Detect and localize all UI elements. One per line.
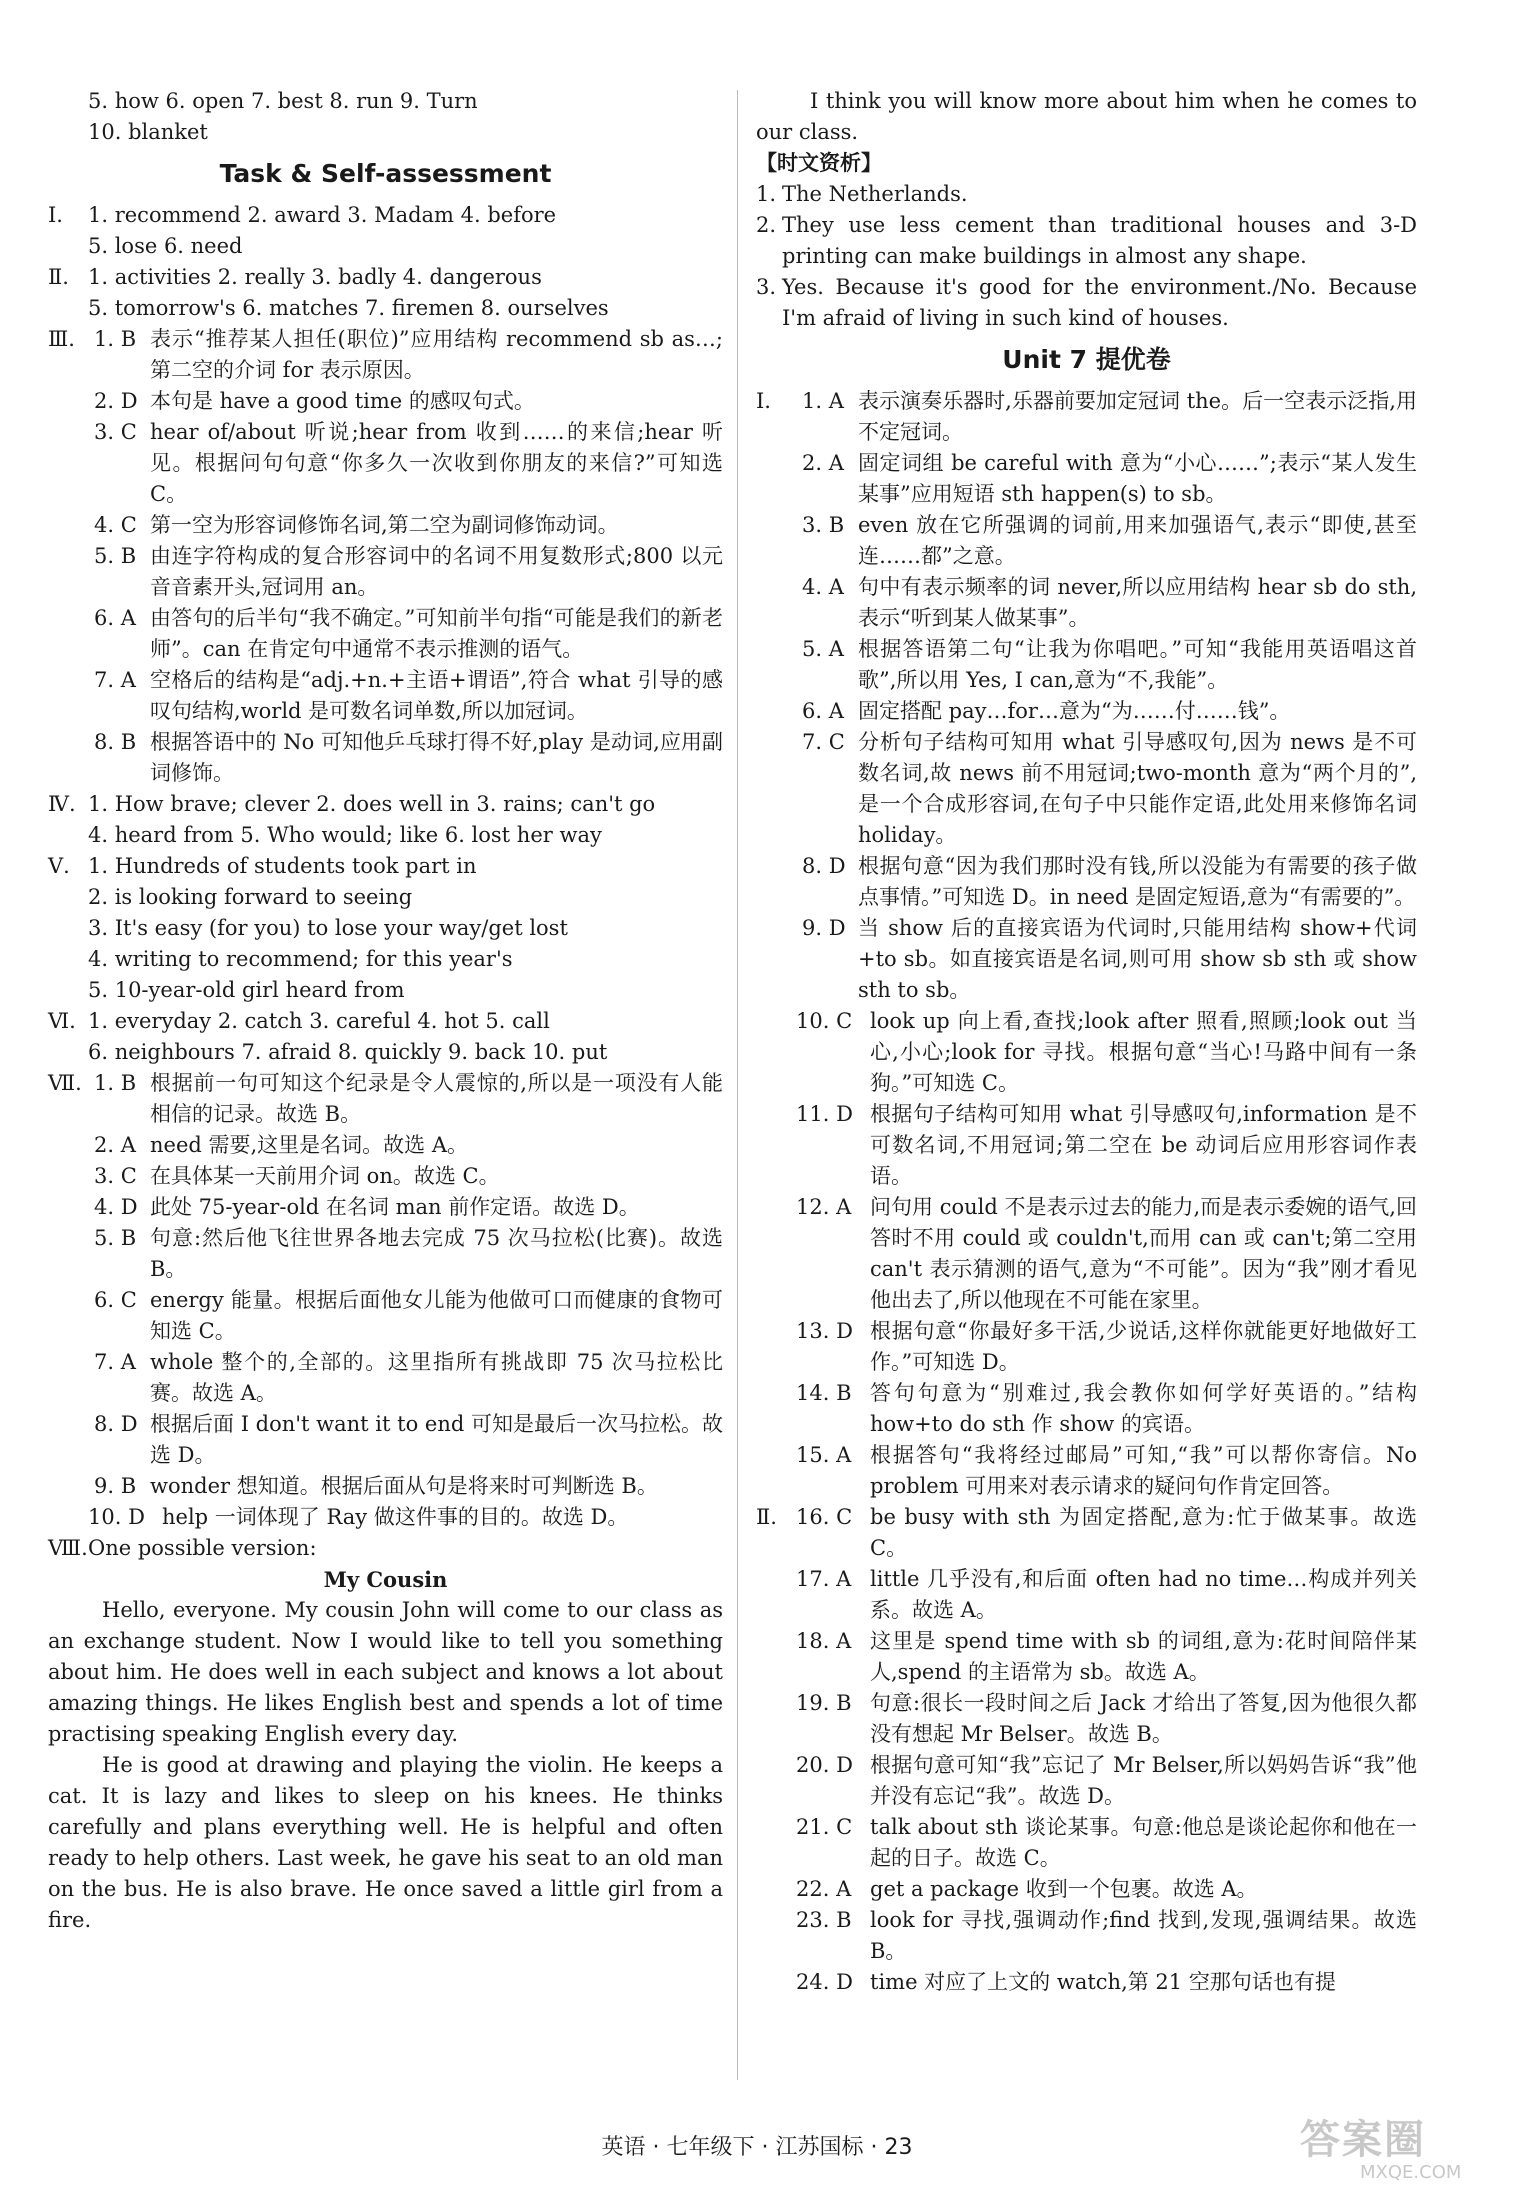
item-number: 9. B: [94, 1474, 137, 1498]
item-answer: They use less cement than traditional houses and 3-D printing can make buildings in almost any shape.: [782, 213, 1417, 268]
item-number: 10. C: [796, 1009, 853, 1033]
item-number: 4. D: [94, 1195, 138, 1219]
unit7-section-1: [756, 386, 1417, 1502]
item-number: 21. C: [796, 1815, 853, 1839]
section-1: [48, 200, 723, 262]
item-number: 12. A: [796, 1195, 852, 1219]
item-number: 9. D: [802, 916, 846, 940]
section-5: [48, 851, 723, 1006]
item-explanation: 表示演奏乐器时,乐器前要加定冠词 the。后一空表示泛指,用不定冠词。: [858, 389, 1417, 444]
item-explanation: 答句句意为“别难过,我会教你如何学好英语的。”结构 how+to do sth 作 show 的宾语。: [870, 1381, 1417, 1436]
column-divider: [737, 90, 738, 2080]
item-number: 1. B: [94, 327, 137, 351]
item-number: 3. C: [94, 1164, 137, 1188]
watermark-logo: [1300, 2118, 1490, 2190]
item-number: 3.: [756, 275, 777, 299]
item-number: 8. D: [94, 1412, 138, 1436]
item-number: 5. A: [802, 637, 844, 661]
page-footer: 英语 · 七年级下 · 江苏国标 · 23: [601, 2135, 913, 2160]
item-explanation: 本句是 have a good time 的感叹句式。: [150, 389, 535, 413]
answer-line: 1. everyday 2. catch 3. careful 4. hot 5. call: [88, 1009, 550, 1033]
item-answer: The Netherlands.: [782, 182, 968, 206]
item-explanation: 根据句意“你最好多干活,少说话,这样你就能更好地做好工作。”可知选 D。: [870, 1319, 1417, 1374]
item-explanation: 根据句子结构可知用 what 引导感叹句,information 是不可数名词,不用冠词;第二空在 be 动词后应用形容词作表语。: [870, 1102, 1417, 1188]
answer-line: 5. tomorrow's 6. matches 7. firemen 8. ourselves: [88, 296, 609, 320]
item-explanation: 由连字符构成的复合形容词中的名词不用复数形式;800 以元音音素开头,冠词用 an。: [150, 544, 723, 599]
roman-numeral: Ⅴ.: [48, 854, 70, 878]
item-explanation: 当 show 后的直接宾语为代词时,只能用结构 show+代词+to sb。如直接宾语是名词,则可用 show sb sth 或 show sth to sb。: [858, 916, 1417, 1002]
item-explanation: 这里是 spend time with sb 的词组,意为:花时间陪伴某人,spend 的主语常为 sb。故选 A。: [870, 1629, 1417, 1684]
item-number: 10. D: [88, 1505, 145, 1529]
item-explanation: 根据前一句可知这个纪录是令人震惊的,所以是一项没有人能相信的记录。故选 B。: [150, 1071, 723, 1126]
item-number: 2.: [756, 213, 777, 237]
item-number: 19. B: [796, 1691, 852, 1715]
item-number: 5. B: [94, 544, 137, 568]
item-explanation: wonder 想知道。根据后面从句是将来时可判断选 B。: [150, 1474, 658, 1498]
item-explanation: 根据后面 I don't want it to end 可知是最后一次马拉松。故选 D。: [150, 1412, 723, 1467]
item-explanation: even 放在它所强调的词前,用来加强语气,表示“即使,甚至连……都”之意。: [858, 513, 1417, 568]
left-column: [48, 86, 723, 1936]
item-number: 16. C: [796, 1505, 853, 1529]
section-heading: Task & Self-assessment: [219, 159, 552, 188]
item-number: 22. A: [796, 1877, 852, 1901]
item-explanation: 第一空为形容词修饰名词,第二空为副词修饰动词。: [150, 513, 619, 537]
item-number: 7. A: [94, 668, 136, 692]
section-3: [48, 324, 723, 789]
item-explanation: 固定搭配 pay…for…意为“为……付……钱”。: [858, 699, 1291, 723]
roman-numeral: Ⅰ.: [756, 389, 771, 413]
answer-line: 10. blanket: [88, 120, 208, 144]
item-answer: Yes. Because it's good for the environment./No. Because I'm afraid of living in such kind of houses.: [782, 275, 1417, 330]
item-explanation: 固定词组 be careful with 意为“小心……”;表示“某人发生某事”应用短语 sth happen(s) to sb。: [858, 451, 1417, 506]
section-2: [48, 262, 723, 324]
item-explanation: time 对应了上文的 watch,第 21 空那句话也有提: [870, 1970, 1336, 1994]
essay-title: My Cousin: [323, 1567, 448, 1592]
section-6: [48, 1006, 723, 1068]
item-number: 2. A: [802, 451, 844, 475]
item-number: 18. A: [796, 1629, 852, 1653]
answer-line: 5. 10-year-old girl heard from: [88, 978, 405, 1002]
answer-line: 1. recommend 2. award 3. Madam 4. before: [88, 203, 557, 227]
item-number: 24. D: [796, 1970, 853, 1994]
item-explanation: help 一词体现了 Ray 做这件事的目的。故选 D。: [162, 1505, 629, 1529]
roman-numeral: Ⅶ.: [48, 1071, 82, 1095]
item-explanation: 在具体某一天前用介词 on。故选 C。: [150, 1164, 500, 1188]
item-number: 8. D: [802, 854, 846, 878]
item-explanation: 分析句子结构可知用 what 引导感叹句,因为 news 是不可数名词,故 news 前不用冠词;two-month 意为“两个月的”,是一个合成形容词,在句子中只能作定语,此处用来修饰名词 holiday。: [858, 730, 1417, 847]
item-explanation: 句意:然后他飞往世界各地去完成 75 次马拉松(比赛)。故选 B。: [150, 1226, 723, 1281]
item-explanation: be busy with sth 为固定搭配,意为:忙于做某事。故选 C。: [870, 1505, 1417, 1560]
item-number: 6. C: [94, 1288, 137, 1312]
answer-line: 4. heard from 5. Who would; like 6. lost her way: [88, 823, 602, 847]
item-number: 7. A: [94, 1350, 136, 1374]
item-explanation: look up 向上看,查找;look after 照看,照顾;look out 当心,小心;look for 寻找。根据句意“当心!马路中间有一条狗。”可知选 C。: [870, 1009, 1417, 1095]
roman-numeral: Ⅲ.: [48, 327, 75, 351]
item-explanation: 此处 75-year-old 在名词 man 前作定语。故选 D。: [150, 1195, 640, 1219]
item-explanation: 空格后的结构是“adj.+n.+主语+谓语”,符合 what 引导的感叹句结构,world 是可数名词单数,所以加冠词。: [150, 668, 723, 723]
essay-paragraph: I think you will know more about him when he comes to our class.: [756, 89, 1417, 144]
roman-numeral: Ⅷ.: [48, 1536, 88, 1560]
essay-intro: One possible version:: [88, 1536, 317, 1560]
roman-numeral: Ⅵ.: [48, 1009, 76, 1033]
section-8: [48, 1533, 723, 1936]
item-number: 13. D: [796, 1319, 853, 1343]
item-number: 17. A: [796, 1567, 852, 1591]
answer-line: 4. writing to recommend; for this year's: [88, 947, 513, 971]
item-number: 6. A: [802, 699, 844, 723]
item-explanation: 表示“推荐某人担任(职位)”应用结构 recommend sb as…;第二空的介词 for 表示原因。: [150, 327, 723, 382]
item-explanation: little 几乎没有,和后面 often had no time…构成并列关系。故选 A。: [870, 1567, 1417, 1622]
item-explanation: 问句用 could 不是表示过去的能力,而是表示委婉的语气,回答时不用 could 或 couldn't,而用 can 或 can't;第二空用 can't 表示猜测的语气,意为“不可能”。因为“我”刚才看见他出去了,所以他现在不可能在家里。: [870, 1195, 1417, 1312]
item-explanation: 由答句的后半句“我不确定。”可知前半句指“可能是我们的新老师”。can 在肯定句中通常不表示推测的语气。: [150, 606, 723, 661]
answer-line: 5. how 6. open 7. best 8. run 9. Turn: [88, 89, 478, 113]
item-number: 15. A: [796, 1443, 852, 1467]
roman-numeral: Ⅱ.: [48, 265, 69, 289]
item-explanation: 句意:很长一段时间之后 Jack 才给出了答复,因为他很久都没有想起 Mr Belser。故选 B。: [870, 1691, 1417, 1746]
watermark-url: MXQE.COM: [1360, 2162, 1462, 2183]
item-number: 7. C: [802, 730, 845, 754]
right-column: [756, 86, 1417, 1998]
item-number: 14. B: [796, 1381, 852, 1405]
item-number: 5. B: [94, 1226, 137, 1250]
item-number: 1. A: [802, 389, 844, 413]
item-number: 1.: [756, 182, 777, 206]
roman-numeral: Ⅱ.: [756, 1505, 777, 1529]
item-number: 4. C: [94, 513, 137, 537]
item-number: 1. B: [94, 1071, 137, 1095]
item-explanation: 根据句意“因为我们那时没有钱,所以没能为有需要的孩子做点事情。”可知选 D。in need 是固定短语,意为“有需要的”。: [858, 854, 1417, 909]
item-explanation: talk about sth 谈论某事。句意:他总是谈论起你和他在一起的日子。故选 C。: [870, 1815, 1417, 1870]
section-7: [48, 1068, 723, 1533]
item-explanation: 根据答语中的 No 可知他乒乓球打得不好,play 是动词,应用副词修饰。: [150, 730, 723, 785]
item-number: 4. A: [802, 575, 844, 599]
watermark-text: 答案圈: [1300, 2117, 1426, 2163]
item-explanation: whole 整个的,全部的。这里指所有挑战即 75 次马拉松比赛。故选 A。: [150, 1350, 723, 1405]
essay-paragraph: Hello, everyone. My cousin John will come to our class as an exchange student. Now I would like to tell you something about him. He does well in each subject and knows a lot about amazing things. He likes English best and spends a lot of time practising speaking English every day.: [48, 1598, 723, 1746]
item-explanation: look for 寻找,强调动作;find 找到,发现,强调结果。故选 B。: [870, 1908, 1417, 1963]
item-explanation: 根据答语第二句“让我为你唱吧。”可知“我能用英语唱这首歌”,所以用 Yes, I can,意为“不,我能”。: [858, 637, 1417, 692]
roman-numeral: Ⅳ.: [48, 792, 76, 816]
answer-line: 3. It's easy (for you) to lose your way/get lost: [88, 916, 568, 940]
item-number: 2. D: [94, 389, 138, 413]
item-number: 6. A: [94, 606, 136, 630]
roman-numeral: Ⅰ.: [48, 203, 63, 227]
item-number: 3. B: [802, 513, 845, 537]
item-number: 20. D: [796, 1753, 853, 1777]
answer-line: 5. lose 6. need: [88, 234, 243, 258]
item-number: 11. D: [796, 1102, 853, 1126]
item-explanation: need 需要,这里是名词。故选 A。: [150, 1133, 469, 1157]
item-number: 2. A: [94, 1133, 136, 1157]
item-number: 3. C: [94, 420, 137, 444]
item-number: 8. B: [94, 730, 137, 754]
item-explanation: get a package 收到一个包裹。故选 A。: [870, 1877, 1258, 1901]
section-tag: 【时文资析】: [756, 151, 882, 175]
item-explanation: 根据句意可知“我”忘记了 Mr Belser,所以妈妈告诉“我”他并没有忘记“我”。故选 D。: [870, 1753, 1417, 1808]
answer-line: 6. neighbours 7. afraid 8. quickly 9. back 10. put: [88, 1040, 608, 1064]
item-explanation: 根据答句“我将经过邮局”可知,“我”可以帮你寄信。No problem 可用来对表示请求的疑问句作肯定回答。: [870, 1443, 1417, 1498]
item-number: 23. B: [796, 1908, 852, 1932]
item-explanation: energy 能量。根据后面他女儿能为他做可口而健康的食物可知选 C。: [150, 1288, 723, 1343]
item-explanation: hear of/about 听说;hear from 收到……的来信;hear 听见。根据问句句意“你多久一次收到你朋友的来信?”可知选 C。: [150, 420, 723, 506]
answer-line: 1. Hundreds of students took part in: [88, 854, 477, 878]
item-explanation: 句中有表示频率的词 never,所以应用结构 hear sb do sth,表示“听到某人做某事”。: [858, 575, 1417, 630]
unit7-section-2: [756, 1502, 1417, 1998]
answer-line: 1. How brave; clever 2. does well in 3. rains; can't go: [88, 792, 656, 816]
section-heading: Unit 7 提优卷: [1002, 345, 1171, 374]
answer-line: 1. activities 2. really 3. badly 4. dangerous: [88, 265, 542, 289]
section-4: [48, 789, 723, 851]
essay-paragraph: He is good at drawing and playing the violin. He keeps a cat. It is lazy and likes to sleep on his knees. He thinks carefully and plans everything well. He is helpful and often ready to help others. Last week, he gave his seat to an old man on the bus. He is also brave. He once saved a little girl from a fire.: [48, 1753, 723, 1932]
answer-line: 2. is looking forward to seeing: [88, 885, 413, 909]
